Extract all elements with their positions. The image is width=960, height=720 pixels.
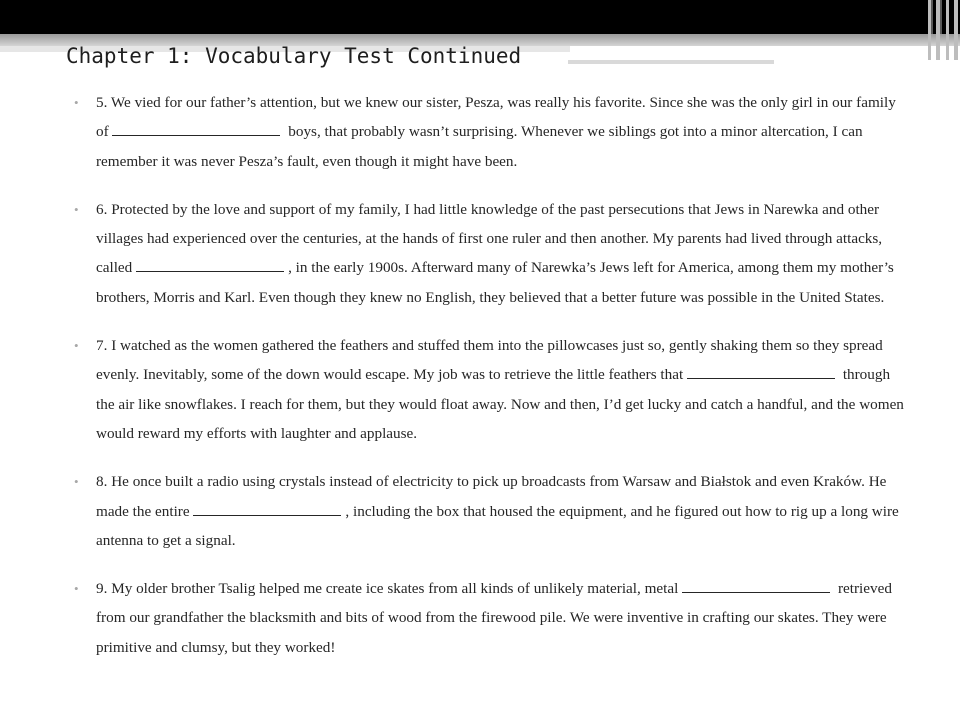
question-text-before: 8. He once built a radio using crystals instead of electricity to pick up broadcasts from Warsaw and Białstok and even Kraków. He made the entire (96, 473, 887, 520)
question-list (72, 88, 912, 681)
question-text-after: boys, that probably wasn’t surprising. Whenever we siblings got into a minor altercation, I can remember it was never Pesza’s fault, even though it might have been. (96, 123, 863, 170)
question-text-after: retrieved from our grandfather the blacksmith and bits of wood from the firewood pile. We were inventive in crafting our skates. They were primitive and clumsy, but they worked! (96, 580, 892, 656)
question-7 (72, 331, 912, 448)
corner-decoration (924, 0, 960, 60)
answer-blank (687, 364, 835, 379)
title-accent-line (568, 60, 774, 64)
top-bar (0, 0, 960, 34)
bullet-icon: • (74, 95, 79, 110)
question-text-after: , including the box that housed the equipment, and he figured out how to rig up a long wire antenna to get a signal. (96, 502, 899, 549)
question-text-before: 7. I watched as the women gathered the feathers and stuffed them into the pillowcases just so, gently shaking them so they spread evenly. Inevitably, some of the down would escape. My job was to retrieve the little feathers that (96, 337, 883, 384)
question-text-after: through the air like snowflakes. I reach for them, but they would float away. Now and then, I’d get lucky and catch a handful, and the women would reward my efforts with laughter and applause. (96, 366, 904, 442)
answer-blank (193, 501, 341, 516)
answer-blank (136, 257, 284, 272)
question-text-before: 6. Protected by the love and support of my family, I had little knowledge of the past persecutions that Jews in Narewka and other villages had experienced over the centuries, at the hands of first one ruler and then another. My parents had lived through attacks, called (96, 200, 883, 277)
bullet-icon: • (74, 338, 79, 354)
question-8 (72, 467, 912, 555)
answer-blank (682, 578, 830, 593)
bullet-icon: • (74, 201, 79, 217)
question-9 (72, 574, 912, 662)
question-5 (72, 88, 912, 176)
question-text-before: 9. My older brother Tsalig helped me create ice skates from all kinds of unlikely material, metal (96, 580, 683, 598)
slide-title: Chapter 1: Vocabulary Test Continued (66, 44, 522, 68)
bullet-icon: • (74, 581, 79, 597)
answer-blank (112, 121, 280, 136)
question-text-before: 5. We vied for our father’s attention, but we knew our sister, Pesza, was really his favorite. Since she was the only girl in our family of (96, 94, 896, 141)
bullet-icon: • (74, 474, 79, 490)
question-text-after: , in the early 1900s. Afterward many of Narewka’s Jews left for America, among them my mother’s brothers, Morris and Karl. Even though they knew no English, they believed that a better future was possible in the United States. (96, 259, 894, 306)
question-6 (72, 195, 912, 312)
